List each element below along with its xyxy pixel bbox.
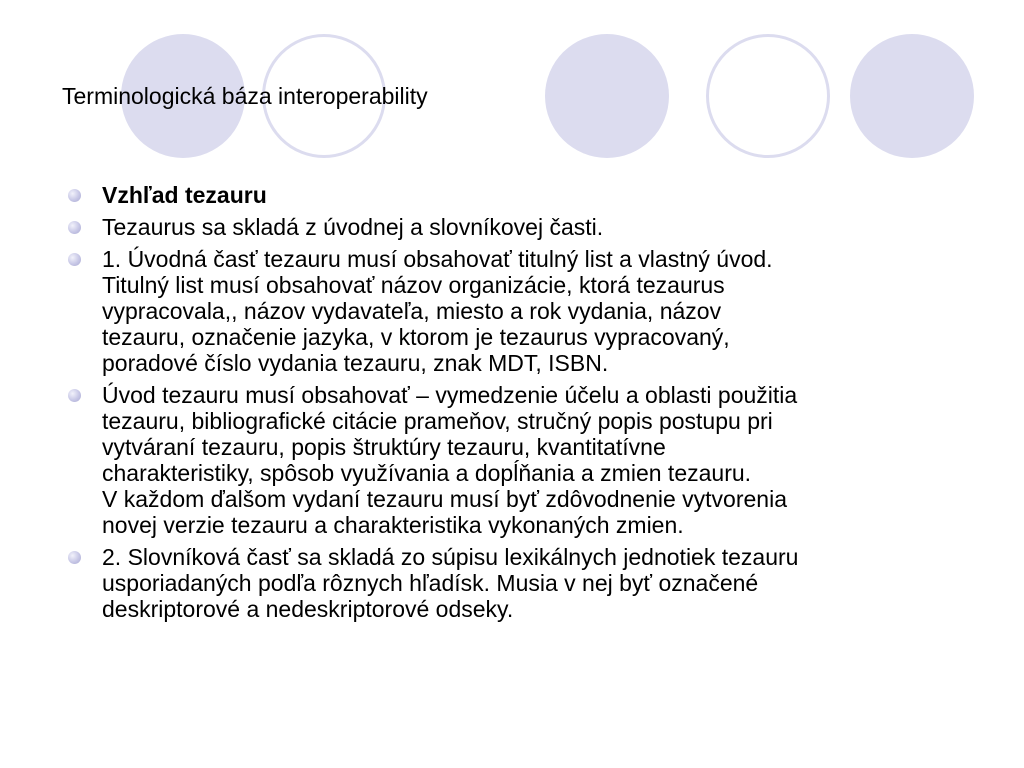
bullet-text-line: 2. Slovníková časť sa skladá zo súpisu lexikálnych jednotiek tezauru	[102, 544, 799, 570]
bullet-text-line: vypracovala,, názov vydavateľa, miesto a rok vydania, názov	[102, 298, 722, 324]
bullet-text-line: Úvod tezauru musí obsahovať – vymedzenie účelu a oblasti použitia	[102, 382, 798, 408]
bullet-text-line: Vzhľad tezauru	[102, 182, 267, 208]
bullet-item	[62, 382, 982, 538]
bullet-icon	[68, 551, 81, 564]
bullet-text-line: V každom ďalšom vydaní tezauru musí byť zdôvodnenie vytvorenia	[102, 486, 787, 512]
bullet-text-line: deskriptorové a nedeskriptorové odseky.	[102, 596, 514, 622]
bullet-text-line: charakteristiky, spôsob využívania a dopĺňania a zmien tezauru.	[102, 460, 752, 486]
bullet-text-line: Tezaurus sa skladá z úvodnej a slovníkovej časti.	[102, 214, 604, 240]
bullet-text-line: novej verzie tezauru a charakteristika vykonaných zmien.	[102, 512, 684, 538]
decorative-circle	[545, 34, 669, 158]
bullet-item	[62, 246, 982, 376]
bullet-icon	[68, 221, 81, 234]
bullet-text-line: Titulný list musí obsahovať názov organizácie, ktorá tezaurus	[102, 272, 725, 298]
bullet-item	[62, 544, 982, 622]
slide-title: Terminologická báza interoperability	[62, 83, 428, 109]
bullet-icon	[68, 253, 81, 266]
bullet-item	[62, 182, 982, 208]
bullet-text-line: 1. Úvodná časť tezauru musí obsahovať titulný list a vlastný úvod.	[102, 246, 773, 272]
bullet-list	[62, 182, 982, 628]
bullet-text-line: poradové číslo vydania tezauru, znak MDT, ISBN.	[102, 350, 609, 376]
bullet-text-line: tezauru, bibliografické citácie prameňov, stručný popis postupu pri	[102, 408, 773, 434]
decorative-circle	[850, 34, 974, 158]
decorative-circle-outline	[706, 34, 830, 158]
bullet-item	[62, 214, 982, 240]
bullet-text-line: usporiadaných podľa rôznych hľadísk. Musia v nej byť označené	[102, 570, 759, 596]
bullet-text-line: tezauru, označenie jazyka, v ktorom je tezaurus vypracovaný,	[102, 324, 730, 350]
bullet-text-line: vytváraní tezauru, popis štruktúry tezauru, kvantitatívne	[102, 434, 666, 460]
bullet-icon	[68, 189, 81, 202]
bullet-icon	[68, 389, 81, 402]
